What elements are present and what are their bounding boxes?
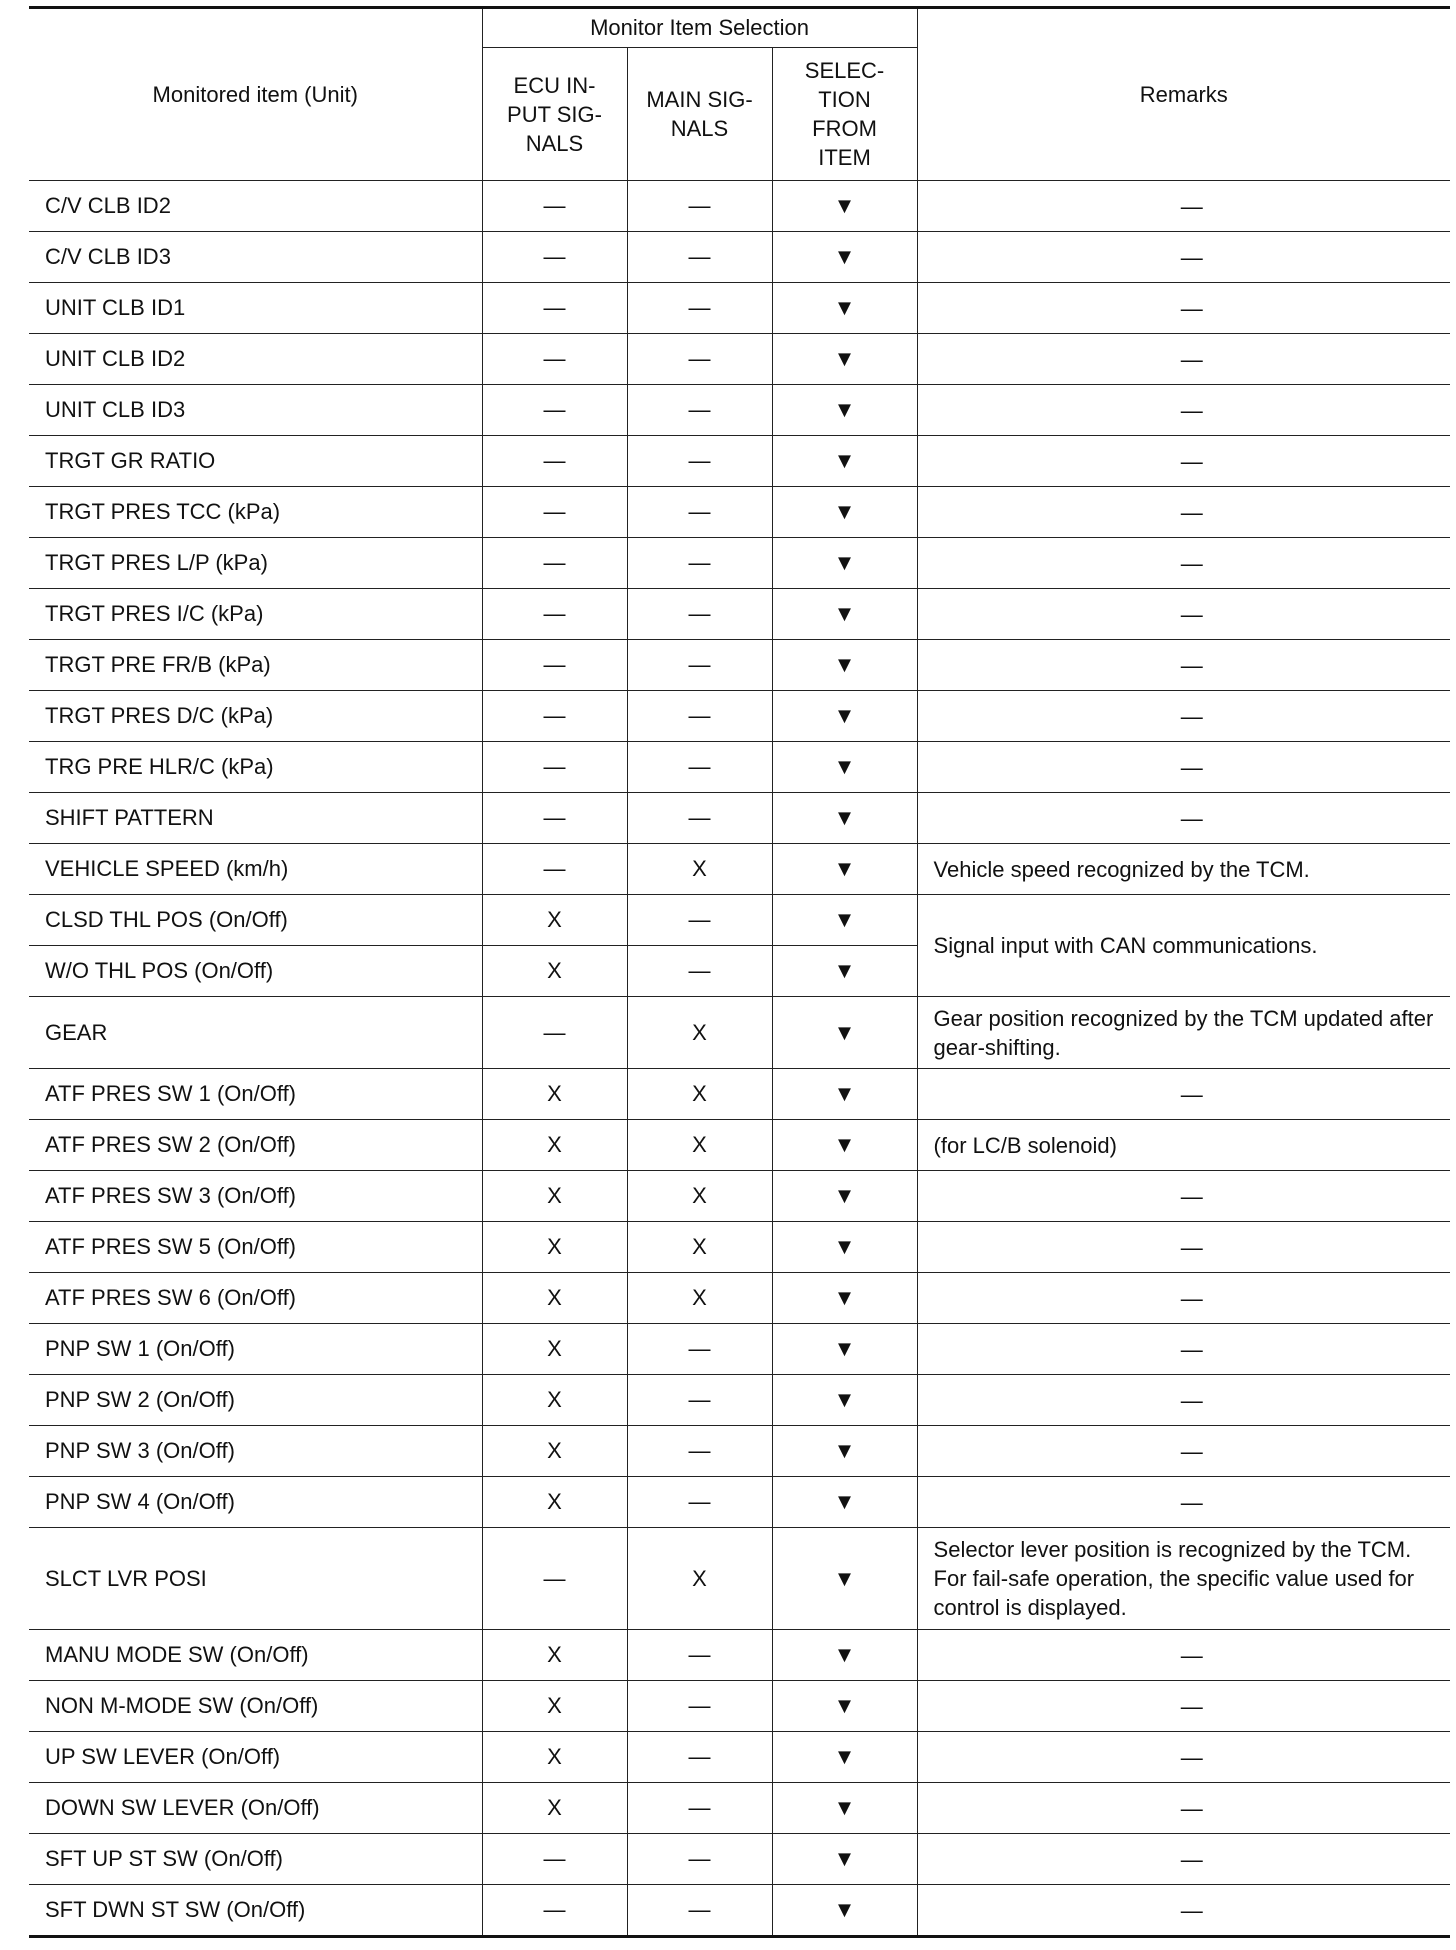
remarks-cell: Vehicle speed recognized by the TCM. — [917, 844, 1450, 895]
remarks-cell: (for LC/B solenoid) — [917, 1120, 1450, 1171]
monitored-item-cell: MANU MODE SW (On/Off) — [29, 1630, 482, 1681]
ecu-input-signal-cell: X — [482, 1630, 627, 1681]
selection-marker-cell: ▼ — [772, 844, 917, 895]
selection-marker-cell: ▼ — [772, 385, 917, 436]
main-signal-cell: — — [627, 1732, 772, 1783]
ecu-input-signal-cell: — — [482, 640, 627, 691]
monitored-item-cell: UNIT CLB ID1 — [29, 283, 482, 334]
main-signal-cell: X — [627, 1171, 772, 1222]
table-row — [29, 436, 1450, 487]
selection-marker-cell: ▼ — [772, 1375, 917, 1426]
main-signal-cell: — — [627, 691, 772, 742]
monitored-item-cell: ATF PRES SW 1 (On/Off) — [29, 1069, 482, 1120]
ecu-input-signal-cell: — — [482, 538, 627, 589]
main-signal-cell: X — [627, 1120, 772, 1171]
monitored-item-cell: SHIFT PATTERN — [29, 793, 482, 844]
selection-marker-cell: ▼ — [772, 640, 917, 691]
main-signal-cell: — — [627, 436, 772, 487]
selection-marker-cell: ▼ — [772, 946, 917, 997]
monitored-item-cell: TRGT PRES I/C (kPa) — [29, 589, 482, 640]
remarks-cell: — — [917, 1630, 1450, 1681]
table-row — [29, 181, 1450, 232]
table-row — [29, 1171, 1450, 1222]
ecu-input-signal-cell: — — [482, 1528, 627, 1630]
ecu-input-signal-cell: — — [482, 793, 627, 844]
ecu-input-signal-cell: X — [482, 1732, 627, 1783]
remarks-cell: — — [917, 1222, 1450, 1273]
table-row — [29, 487, 1450, 538]
selection-marker-cell: ▼ — [772, 1069, 917, 1120]
table-row — [29, 640, 1450, 691]
selection-marker-cell: ▼ — [772, 1120, 917, 1171]
ecu-input-signal-cell: — — [482, 436, 627, 487]
remarks-cell: — — [917, 487, 1450, 538]
table-row — [29, 1375, 1450, 1426]
remarks-cell: — — [917, 1681, 1450, 1732]
ecu-input-signal-cell: — — [482, 691, 627, 742]
remarks-cell: — — [917, 334, 1450, 385]
main-signal-cell: — — [627, 232, 772, 283]
remarks-cell: — — [917, 1273, 1450, 1324]
monitor-item-table — [29, 6, 1450, 1938]
table-row — [29, 742, 1450, 793]
selection-marker-cell: ▼ — [772, 1528, 917, 1630]
table-row — [29, 385, 1450, 436]
selection-marker-cell: ▼ — [772, 1885, 917, 1937]
main-signal-cell: X — [627, 844, 772, 895]
selection-marker-cell: ▼ — [772, 283, 917, 334]
main-signal-cell: — — [627, 793, 772, 844]
ecu-input-signal-cell: X — [482, 1375, 627, 1426]
selection-marker-cell: ▼ — [772, 1783, 917, 1834]
remarks-cell: — — [917, 1171, 1450, 1222]
selection-marker-cell: ▼ — [772, 1324, 917, 1375]
table-row — [29, 1783, 1450, 1834]
table-row — [29, 1069, 1450, 1120]
header-monitor-item-selection: Monitor Item Selection — [482, 8, 917, 48]
remarks-cell: — — [917, 1324, 1450, 1375]
selection-marker-cell: ▼ — [772, 895, 917, 946]
remarks-cell: — — [917, 793, 1450, 844]
table-row — [29, 997, 1450, 1069]
ecu-input-signal-cell: X — [482, 1120, 627, 1171]
selection-marker-cell: ▼ — [772, 691, 917, 742]
ecu-input-signal-cell: — — [482, 283, 627, 334]
selection-marker-cell: ▼ — [772, 436, 917, 487]
monitored-item-cell: C/V CLB ID2 — [29, 181, 482, 232]
remarks-cell: — — [917, 1732, 1450, 1783]
main-signal-cell: — — [627, 385, 772, 436]
ecu-input-signal-cell: X — [482, 1426, 627, 1477]
table-row — [29, 1528, 1450, 1630]
table-row — [29, 1426, 1450, 1477]
monitored-item-cell: C/V CLB ID3 — [29, 232, 482, 283]
main-signal-cell: — — [627, 283, 772, 334]
main-signal-cell: — — [627, 742, 772, 793]
ecu-input-signal-cell: — — [482, 589, 627, 640]
ecu-input-signal-cell: — — [482, 844, 627, 895]
remarks-cell: — — [917, 1834, 1450, 1885]
table-body — [29, 181, 1450, 1937]
ecu-input-signal-cell: X — [482, 1222, 627, 1273]
monitored-item-cell: UP SW LEVER (On/Off) — [29, 1732, 482, 1783]
monitored-item-cell: SFT UP ST SW (On/Off) — [29, 1834, 482, 1885]
main-signal-cell: — — [627, 1783, 772, 1834]
table-row — [29, 1324, 1450, 1375]
table-row — [29, 589, 1450, 640]
table-row — [29, 1120, 1450, 1171]
remarks-cell: — — [917, 385, 1450, 436]
main-signal-cell: — — [627, 1324, 772, 1375]
remarks-cell: — — [917, 691, 1450, 742]
table-row — [29, 1681, 1450, 1732]
monitored-item-cell: VEHICLE SPEED (km/h) — [29, 844, 482, 895]
selection-marker-cell: ▼ — [772, 1273, 917, 1324]
selection-marker-cell: ▼ — [772, 1477, 917, 1528]
monitored-item-cell: PNP SW 3 (On/Off) — [29, 1426, 482, 1477]
monitored-item-cell: TRGT PRES TCC (kPa) — [29, 487, 482, 538]
ecu-input-signal-cell: X — [482, 1171, 627, 1222]
remarks-cell: — — [917, 283, 1450, 334]
main-signal-cell: X — [627, 1222, 772, 1273]
header-ecu-input-signals: ECU IN- PUT SIG- NALS — [482, 48, 627, 181]
selection-marker-cell: ▼ — [772, 232, 917, 283]
main-signal-cell: — — [627, 895, 772, 946]
ecu-input-signal-cell: — — [482, 487, 627, 538]
remarks-cell: — — [917, 1069, 1450, 1120]
selection-marker-cell: ▼ — [772, 793, 917, 844]
main-signal-cell: — — [627, 334, 772, 385]
ecu-input-signal-cell: X — [482, 1273, 627, 1324]
table-row — [29, 895, 1450, 946]
selection-marker-cell: ▼ — [772, 1222, 917, 1273]
ecu-input-signal-cell: X — [482, 1681, 627, 1732]
monitored-item-cell: ATF PRES SW 3 (On/Off) — [29, 1171, 482, 1222]
ecu-input-signal-cell: X — [482, 946, 627, 997]
ecu-input-signal-cell: — — [482, 742, 627, 793]
table-row — [29, 691, 1450, 742]
ecu-input-signal-cell: X — [482, 1069, 627, 1120]
monitored-item-cell: GEAR — [29, 997, 482, 1069]
monitored-item-cell: PNP SW 2 (On/Off) — [29, 1375, 482, 1426]
monitored-item-cell: TRGT GR RATIO — [29, 436, 482, 487]
selection-marker-cell: ▼ — [772, 997, 917, 1069]
remarks-cell: — — [917, 589, 1450, 640]
monitored-item-cell: ATF PRES SW 2 (On/Off) — [29, 1120, 482, 1171]
header-monitored-item: Monitored item (Unit) — [29, 8, 482, 181]
monitored-item-cell: TRGT PRE FR/B (kPa) — [29, 640, 482, 691]
monitored-item-cell: TRGT PRES D/C (kPa) — [29, 691, 482, 742]
main-signal-cell: — — [627, 1885, 772, 1937]
monitored-item-cell: TRG PRE HLR/C (kPa) — [29, 742, 482, 793]
remarks-cell: — — [917, 436, 1450, 487]
ecu-input-signal-cell: — — [482, 181, 627, 232]
main-signal-cell: — — [627, 181, 772, 232]
main-signal-cell: X — [627, 1528, 772, 1630]
remarks-cell: Signal input with CAN communications. — [917, 895, 1450, 997]
main-signal-cell: — — [627, 1477, 772, 1528]
monitored-item-cell: W/O THL POS (On/Off) — [29, 946, 482, 997]
table-row — [29, 538, 1450, 589]
header-main-signals: MAIN SIG- NALS — [627, 48, 772, 181]
selection-marker-cell: ▼ — [772, 589, 917, 640]
main-signal-cell: — — [627, 538, 772, 589]
table-row — [29, 283, 1450, 334]
selection-marker-cell: ▼ — [772, 334, 917, 385]
remarks-cell: — — [917, 1885, 1450, 1937]
remarks-cell: — — [917, 1783, 1450, 1834]
selection-marker-cell: ▼ — [772, 1681, 917, 1732]
ecu-input-signal-cell: X — [482, 1477, 627, 1528]
table-row — [29, 1273, 1450, 1324]
monitored-item-cell: SFT DWN ST SW (On/Off) — [29, 1885, 482, 1937]
table-row — [29, 1834, 1450, 1885]
monitored-item-cell: CLSD THL POS (On/Off) — [29, 895, 482, 946]
selection-marker-cell: ▼ — [772, 742, 917, 793]
ecu-input-signal-cell: — — [482, 1885, 627, 1937]
table-row — [29, 793, 1450, 844]
remarks-cell: — — [917, 1426, 1450, 1477]
monitored-item-cell: PNP SW 1 (On/Off) — [29, 1324, 482, 1375]
main-signal-cell: — — [627, 1681, 772, 1732]
monitored-item-cell: SLCT LVR POSI — [29, 1528, 482, 1630]
monitored-item-cell: TRGT PRES L/P (kPa) — [29, 538, 482, 589]
main-signal-cell: X — [627, 1069, 772, 1120]
ecu-input-signal-cell: — — [482, 385, 627, 436]
table-row — [29, 334, 1450, 385]
main-signal-cell: — — [627, 1426, 772, 1477]
main-signal-cell: — — [627, 1630, 772, 1681]
main-signal-cell: X — [627, 1273, 772, 1324]
monitored-item-cell: ATF PRES SW 6 (On/Off) — [29, 1273, 482, 1324]
ecu-input-signal-cell: — — [482, 334, 627, 385]
table-row — [29, 1630, 1450, 1681]
selection-marker-cell: ▼ — [772, 538, 917, 589]
remarks-cell: — — [917, 181, 1450, 232]
table-row — [29, 1477, 1450, 1528]
table-row — [29, 1885, 1450, 1937]
header-remarks: Remarks — [917, 8, 1450, 181]
ecu-input-signal-cell: X — [482, 1324, 627, 1375]
remarks-cell: — — [917, 1375, 1450, 1426]
selection-marker-cell: ▼ — [772, 487, 917, 538]
ecu-input-signal-cell: — — [482, 997, 627, 1069]
remarks-cell: — — [917, 742, 1450, 793]
main-signal-cell: — — [627, 640, 772, 691]
ecu-input-signal-cell: — — [482, 232, 627, 283]
table-row — [29, 1732, 1450, 1783]
selection-marker-cell: ▼ — [772, 1834, 917, 1885]
monitored-item-cell: UNIT CLB ID3 — [29, 385, 482, 436]
monitored-item-cell: PNP SW 4 (On/Off) — [29, 1477, 482, 1528]
ecu-input-signal-cell: X — [482, 1783, 627, 1834]
monitored-item-cell: UNIT CLB ID2 — [29, 334, 482, 385]
remarks-cell: Selector lever position is recognized by the TCM. For fail-safe operation, the specific value used for control is displayed. — [917, 1528, 1450, 1630]
selection-marker-cell: ▼ — [772, 1426, 917, 1477]
selection-marker-cell: ▼ — [772, 1171, 917, 1222]
remarks-cell: Gear position recognized by the TCM updated after gear-shifting. — [917, 997, 1450, 1069]
remarks-cell: — — [917, 232, 1450, 283]
main-signal-cell: — — [627, 946, 772, 997]
remarks-cell: — — [917, 1477, 1450, 1528]
main-signal-cell: — — [627, 1375, 772, 1426]
ecu-input-signal-cell: X — [482, 895, 627, 946]
table-row — [29, 844, 1450, 895]
table-row — [29, 1222, 1450, 1273]
remarks-cell: — — [917, 538, 1450, 589]
selection-marker-cell: ▼ — [772, 1732, 917, 1783]
remarks-cell: — — [917, 640, 1450, 691]
selection-marker-cell: ▼ — [772, 1630, 917, 1681]
table-row — [29, 232, 1450, 283]
monitored-item-cell: DOWN SW LEVER (On/Off) — [29, 1783, 482, 1834]
header-selection-from-item: SELEC- TION FROM ITEM — [772, 48, 917, 181]
main-signal-cell: — — [627, 1834, 772, 1885]
monitored-item-cell: ATF PRES SW 5 (On/Off) — [29, 1222, 482, 1273]
main-signal-cell: — — [627, 487, 772, 538]
selection-marker-cell: ▼ — [772, 181, 917, 232]
monitored-item-cell: NON M-MODE SW (On/Off) — [29, 1681, 482, 1732]
main-signal-cell: X — [627, 997, 772, 1069]
main-signal-cell: — — [627, 589, 772, 640]
ecu-input-signal-cell: — — [482, 1834, 627, 1885]
